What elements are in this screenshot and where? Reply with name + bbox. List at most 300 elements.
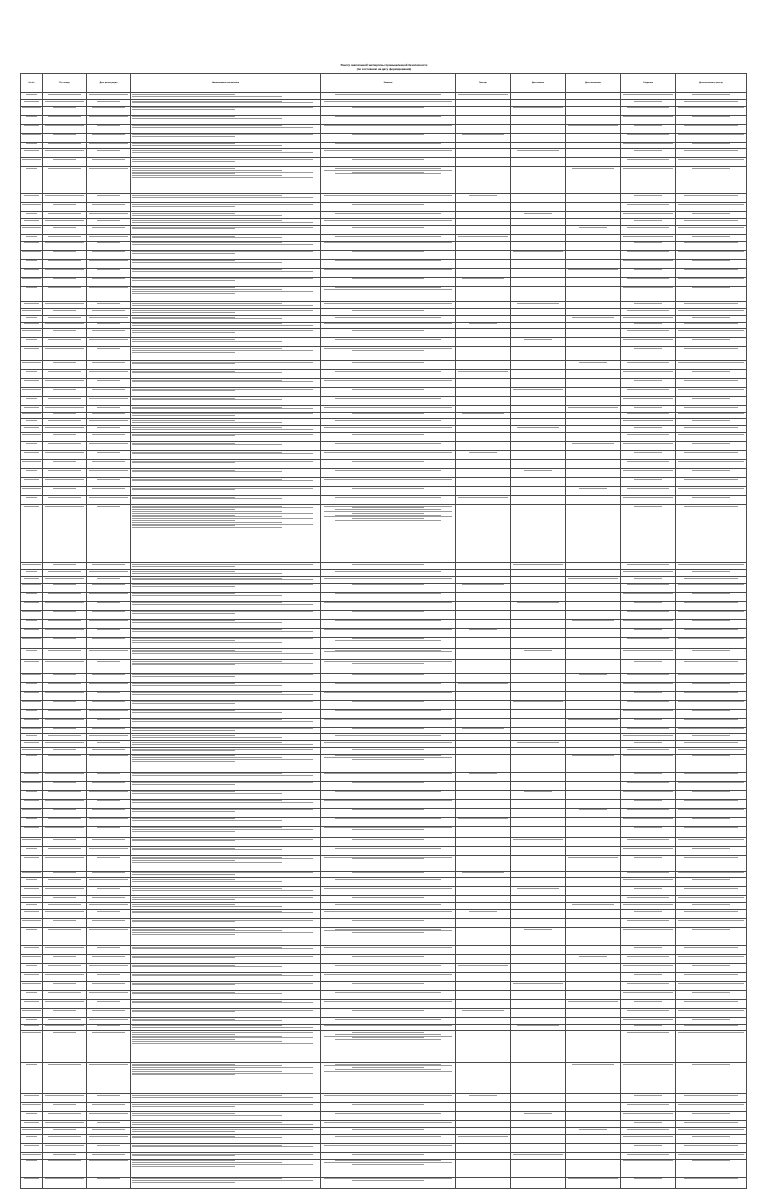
- table-cell: [566, 808, 621, 817]
- table-cell: [131, 378, 321, 387]
- table-cell: [511, 660, 566, 674]
- table-cell: [131, 576, 321, 583]
- table-cell: [676, 999, 747, 1008]
- table-cell: [676, 718, 747, 727]
- table-cell: [456, 903, 511, 910]
- table-cell: [566, 691, 621, 700]
- table-cell: [87, 459, 131, 468]
- table-cell: [566, 203, 621, 212]
- table-cell: [621, 142, 676, 149]
- table-row: [21, 468, 747, 477]
- table-cell: [131, 1024, 321, 1031]
- table-cell: [566, 1177, 621, 1188]
- table-cell: [676, 754, 747, 772]
- table-cell: [456, 570, 511, 577]
- table-cell: [566, 660, 621, 674]
- table-cell: [87, 660, 131, 674]
- table-cell: [87, 142, 131, 149]
- table-cell: [131, 432, 321, 441]
- table-row: [21, 459, 747, 468]
- table-cell: [621, 972, 676, 981]
- table-cell: [131, 99, 321, 106]
- table-cell: [456, 309, 511, 316]
- table-cell: [566, 338, 621, 347]
- table-cell: [621, 302, 676, 309]
- table-cell: [621, 700, 676, 709]
- table-cell: [43, 999, 87, 1008]
- table-cell: [621, 817, 676, 826]
- table-cell: [321, 495, 456, 504]
- table-cell: [566, 250, 621, 259]
- table-cell: [456, 396, 511, 405]
- table-cell: [21, 504, 43, 563]
- table-cell: [676, 563, 747, 570]
- table-cell: [43, 124, 87, 133]
- table-cell: [566, 309, 621, 316]
- table-cell: [87, 1134, 131, 1143]
- header-customer: Заказчик: [321, 74, 456, 93]
- table-cell: [131, 799, 321, 808]
- table-cell: [511, 329, 566, 338]
- table-cell: [43, 378, 87, 387]
- table-cell: [321, 250, 456, 259]
- table-cell: [87, 315, 131, 322]
- table-cell: [511, 727, 566, 734]
- table-cell: [321, 338, 456, 347]
- table-cell: [321, 225, 456, 234]
- table-cell: [87, 1143, 131, 1152]
- table-cell: [511, 194, 566, 203]
- table-cell: [131, 878, 321, 887]
- table-cell: [87, 396, 131, 405]
- table-cell: [321, 194, 456, 203]
- table-cell: [621, 1017, 676, 1024]
- table-cell: [511, 1024, 566, 1031]
- table-cell: [43, 432, 87, 441]
- table-cell: [511, 106, 566, 115]
- table-row: [21, 981, 747, 990]
- table-cell: [566, 302, 621, 309]
- table-cell: [456, 203, 511, 212]
- table-row: [21, 1008, 747, 1017]
- table-cell: [621, 347, 676, 361]
- table-row: [21, 277, 747, 286]
- table-cell: [21, 378, 43, 387]
- table-cell: [131, 149, 321, 158]
- table-cell: [87, 583, 131, 592]
- table-cell: [566, 259, 621, 268]
- table-cell: [321, 741, 456, 748]
- table-cell: [321, 99, 456, 106]
- table-cell: [21, 315, 43, 322]
- table-cell: [621, 610, 676, 619]
- table-cell: [21, 419, 43, 426]
- table-cell: [566, 133, 621, 142]
- table-cell: [43, 1159, 87, 1177]
- table-row: [21, 927, 747, 945]
- table-cell: [676, 1177, 747, 1188]
- table-row: [21, 563, 747, 570]
- table-cell: [21, 999, 43, 1008]
- table-cell: [676, 133, 747, 142]
- table-cell: [621, 682, 676, 691]
- table-row: [21, 1152, 747, 1159]
- table-cell: [43, 1128, 87, 1135]
- table-cell: [621, 691, 676, 700]
- table-cell: [511, 826, 566, 837]
- table-cell: [87, 1112, 131, 1121]
- table-cell: [43, 369, 87, 378]
- table-cell: [456, 592, 511, 601]
- table-row: [21, 1024, 747, 1031]
- table-cell: [621, 954, 676, 963]
- table-cell: [456, 619, 511, 628]
- table-cell: [511, 277, 566, 286]
- table-cell: [321, 903, 456, 910]
- table-cell: [21, 682, 43, 691]
- table-cell: [511, 369, 566, 378]
- table-cell: [676, 259, 747, 268]
- table-cell: [131, 601, 321, 610]
- table-cell: [21, 441, 43, 450]
- table-cell: [511, 790, 566, 799]
- table-cell: [676, 878, 747, 887]
- table-cell: [21, 302, 43, 309]
- table-cell: [566, 954, 621, 963]
- table-cell: [21, 322, 43, 329]
- table-cell: [43, 309, 87, 316]
- table-cell: [21, 808, 43, 817]
- table-cell: [131, 999, 321, 1008]
- table-cell: [456, 302, 511, 309]
- table-cell: [511, 212, 566, 219]
- table-cell: [676, 1062, 747, 1094]
- table-cell: [131, 981, 321, 990]
- table-cell: [131, 459, 321, 468]
- table-cell: [43, 1008, 87, 1017]
- table-cell: [43, 115, 87, 124]
- table-cell: [566, 909, 621, 918]
- table-cell: [87, 628, 131, 637]
- table-cell: [566, 360, 621, 369]
- table-cell: [321, 167, 456, 194]
- table-cell: [21, 277, 43, 286]
- table-cell: [456, 727, 511, 734]
- table-cell: [321, 1017, 456, 1024]
- table-cell: [87, 149, 131, 158]
- table-cell: [321, 1008, 456, 1017]
- table-cell: [87, 426, 131, 433]
- table-cell: [321, 302, 456, 309]
- table-cell: [566, 673, 621, 682]
- table-cell: [131, 212, 321, 219]
- table-cell: [43, 234, 87, 241]
- table-cell: [321, 1024, 456, 1031]
- table-cell: [676, 387, 747, 396]
- table-cell: [321, 286, 456, 302]
- table-cell: [456, 1024, 511, 1031]
- table-cell: [43, 1143, 87, 1152]
- table-cell: [321, 990, 456, 999]
- table-row: [21, 250, 747, 259]
- table-cell: [321, 563, 456, 570]
- table-cell: [511, 846, 566, 855]
- table-cell: [511, 268, 566, 277]
- table-cell: [21, 142, 43, 149]
- table-cell: [676, 486, 747, 495]
- table-cell: [456, 387, 511, 396]
- table-cell: [321, 1121, 456, 1128]
- table-cell: [456, 817, 511, 826]
- table-cell: [621, 133, 676, 142]
- table-cell: [43, 918, 87, 927]
- table-cell: [456, 700, 511, 709]
- table-cell: [456, 999, 511, 1008]
- table-cell: [131, 1159, 321, 1177]
- table-cell: [456, 871, 511, 878]
- table-cell: [621, 149, 676, 158]
- table-cell: [87, 441, 131, 450]
- table-cell: [321, 142, 456, 149]
- table-cell: [43, 954, 87, 963]
- table-cell: [566, 441, 621, 450]
- table-cell: [321, 610, 456, 619]
- table-cell: [21, 896, 43, 903]
- table-cell: [131, 896, 321, 903]
- table-cell: [43, 259, 87, 268]
- table-cell: [21, 486, 43, 495]
- table-cell: [621, 781, 676, 790]
- table-cell: [566, 277, 621, 286]
- table-row: [21, 167, 747, 194]
- table-cell: [566, 846, 621, 855]
- table-cell: [43, 167, 87, 194]
- table-cell: [43, 495, 87, 504]
- table-cell: [87, 93, 131, 100]
- table-cell: [87, 1094, 131, 1103]
- table-cell: [456, 846, 511, 855]
- table-cell: [43, 441, 87, 450]
- table-row: [21, 837, 747, 846]
- table-cell: [321, 486, 456, 495]
- table-cell: [321, 1112, 456, 1121]
- table-cell: [566, 563, 621, 570]
- table-cell: [321, 887, 456, 896]
- table-cell: [621, 322, 676, 329]
- table-cell: [676, 673, 747, 682]
- table-cell: [566, 570, 621, 577]
- table-cell: [456, 286, 511, 302]
- table-cell: [131, 315, 321, 322]
- table-cell: [621, 309, 676, 316]
- table-cell: [566, 592, 621, 601]
- table-cell: [131, 1143, 321, 1152]
- table-cell: [511, 909, 566, 918]
- table-cell: [511, 601, 566, 610]
- table-cell: [456, 133, 511, 142]
- table-cell: [321, 709, 456, 718]
- table-cell: [676, 369, 747, 378]
- table-cell: [131, 142, 321, 149]
- table-cell: [87, 405, 131, 412]
- table-cell: [87, 1103, 131, 1112]
- table-cell: [456, 412, 511, 419]
- table-cell: [321, 954, 456, 963]
- table-cell: [676, 1008, 747, 1017]
- table-row: [21, 972, 747, 981]
- table-cell: [21, 219, 43, 226]
- table-cell: [511, 781, 566, 790]
- table-cell: [43, 817, 87, 826]
- table-cell: [43, 322, 87, 329]
- table-cell: [87, 972, 131, 981]
- table-cell: [676, 360, 747, 369]
- table-cell: [321, 477, 456, 486]
- table-cell: [456, 1094, 511, 1103]
- table-cell: [87, 790, 131, 799]
- table-cell: [87, 203, 131, 212]
- header-info: Сведения: [621, 74, 676, 93]
- table-cell: [676, 219, 747, 226]
- table-cell: [21, 790, 43, 799]
- table-cell: [87, 700, 131, 709]
- table-cell: [131, 673, 321, 682]
- table-cell: [321, 396, 456, 405]
- table-cell: [321, 315, 456, 322]
- table-cell: [676, 691, 747, 700]
- table-cell: [676, 817, 747, 826]
- table-cell: [621, 115, 676, 124]
- table-cell: [511, 972, 566, 981]
- table-row: [21, 954, 747, 963]
- table-row: [21, 495, 747, 504]
- table-cell: [43, 754, 87, 772]
- table-cell: [621, 619, 676, 628]
- table-cell: [131, 628, 321, 637]
- table-cell: [87, 259, 131, 268]
- table-cell: [511, 570, 566, 577]
- table-cell: [511, 981, 566, 990]
- table-cell: [87, 981, 131, 990]
- table-cell: [511, 718, 566, 727]
- table-cell: [511, 1177, 566, 1188]
- table-cell: [21, 1008, 43, 1017]
- table-row: [21, 963, 747, 972]
- table-cell: [566, 93, 621, 100]
- table-cell: [21, 918, 43, 927]
- table-cell: [43, 250, 87, 259]
- table-cell: [87, 576, 131, 583]
- table-cell: [456, 772, 511, 781]
- table-cell: [321, 1031, 456, 1063]
- table-cell: [456, 369, 511, 378]
- table-cell: [321, 754, 456, 772]
- table-cell: [131, 387, 321, 396]
- table-cell: [43, 682, 87, 691]
- table-cell: [511, 1017, 566, 1024]
- table-cell: [456, 450, 511, 459]
- table-row: [21, 781, 747, 790]
- table-cell: [566, 709, 621, 718]
- table-cell: [456, 790, 511, 799]
- table-cell: [456, 1143, 511, 1152]
- table-cell: [321, 309, 456, 316]
- table-cell: [131, 426, 321, 433]
- table-cell: [87, 450, 131, 459]
- table-cell: [621, 601, 676, 610]
- table-cell: [131, 360, 321, 369]
- table-cell: [87, 990, 131, 999]
- table-row: [21, 682, 747, 691]
- table-cell: [87, 963, 131, 972]
- table-cell: [621, 241, 676, 250]
- table-cell: [43, 450, 87, 459]
- table-cell: [43, 619, 87, 628]
- table-cell: [21, 727, 43, 734]
- table-cell: [676, 1121, 747, 1128]
- table-cell: [131, 945, 321, 954]
- table-cell: [87, 194, 131, 203]
- table-cell: [131, 918, 321, 927]
- table-cell: [456, 563, 511, 570]
- table-cell: [566, 286, 621, 302]
- table-cell: [676, 1112, 747, 1121]
- table-cell: [321, 628, 456, 637]
- table-cell: [511, 450, 566, 459]
- table-cell: [676, 93, 747, 100]
- table-cell: [43, 286, 87, 302]
- table-cell: [511, 918, 566, 927]
- table-cell: [43, 896, 87, 903]
- table-cell: [566, 927, 621, 945]
- table-cell: [87, 309, 131, 316]
- table-cell: [511, 504, 566, 563]
- table-cell: [87, 225, 131, 234]
- table-cell: [566, 945, 621, 954]
- table-cell: [456, 1112, 511, 1121]
- table-cell: [566, 1143, 621, 1152]
- table-cell: [131, 1017, 321, 1024]
- table-cell: [43, 648, 87, 659]
- table-cell: [321, 878, 456, 887]
- table-cell: [676, 887, 747, 896]
- table-cell: [21, 741, 43, 748]
- table-cell: [43, 142, 87, 149]
- table-cell: [87, 592, 131, 601]
- table-cell: [456, 347, 511, 361]
- table-cell: [87, 241, 131, 250]
- table-cell: [87, 419, 131, 426]
- table-cell: [321, 808, 456, 817]
- table-cell: [676, 1128, 747, 1135]
- table-row: [21, 709, 747, 718]
- table-cell: [321, 212, 456, 219]
- table-row: [21, 504, 747, 563]
- table-cell: [511, 673, 566, 682]
- table-cell: [621, 918, 676, 927]
- table-cell: [621, 734, 676, 741]
- table-cell: [321, 432, 456, 441]
- table-cell: [131, 660, 321, 674]
- table-cell: [621, 1159, 676, 1177]
- table-cell: [511, 772, 566, 781]
- table-cell: [621, 772, 676, 781]
- table-cell: [43, 963, 87, 972]
- table-cell: [131, 115, 321, 124]
- table-cell: [43, 241, 87, 250]
- table-cell: [511, 219, 566, 226]
- table-cell: [566, 315, 621, 322]
